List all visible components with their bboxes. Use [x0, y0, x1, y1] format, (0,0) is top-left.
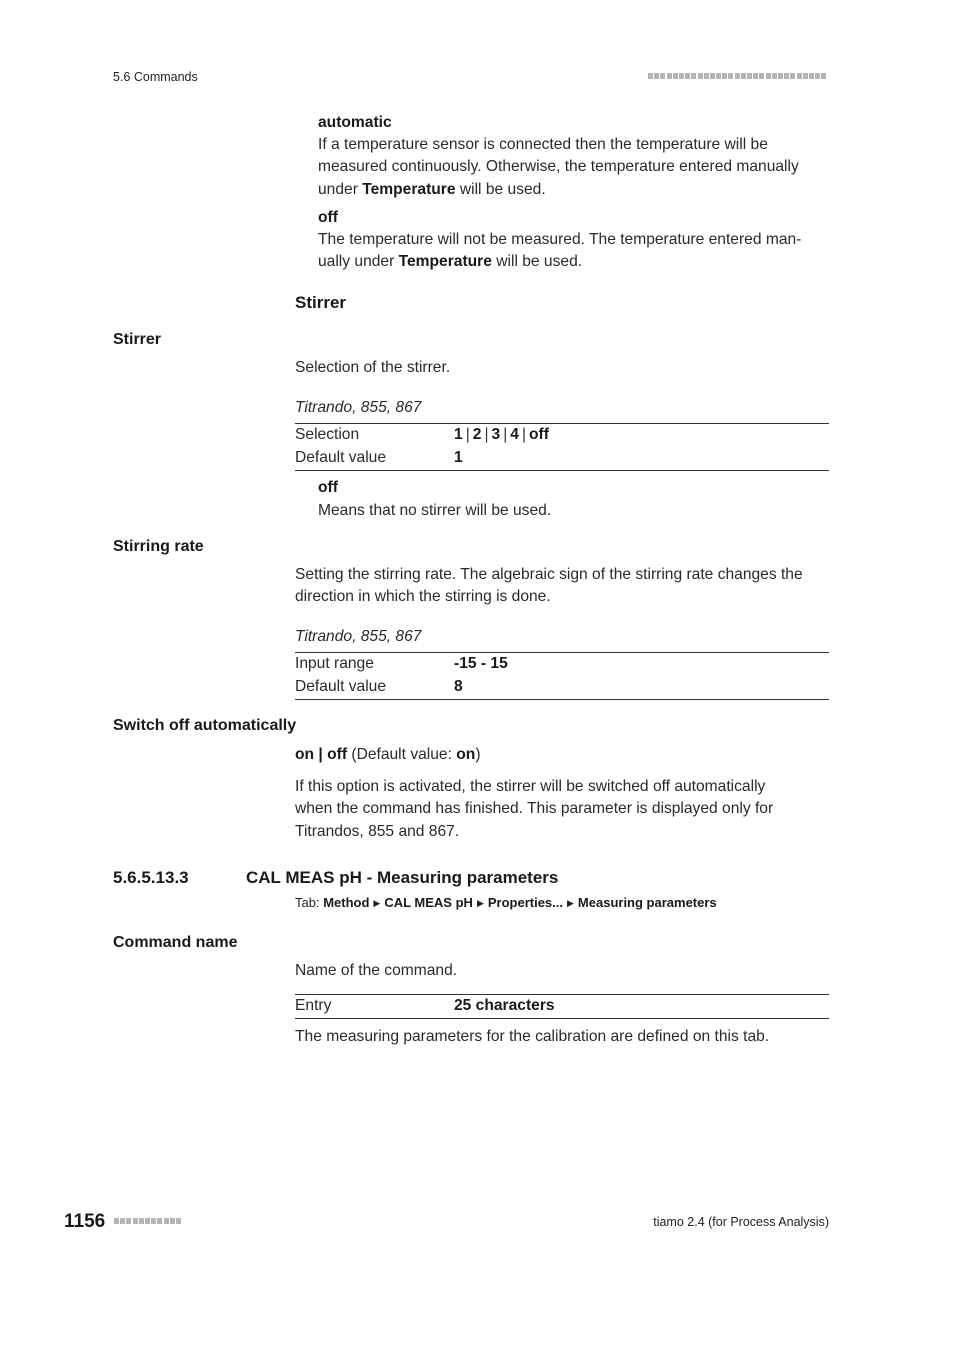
command-name-note: The measuring parameters for the calibration are defined on this tab.	[295, 1028, 770, 1045]
stirring-rate-table	[295, 652, 829, 700]
param-label-stirrer: Stirrer	[113, 331, 162, 348]
footer-product: tiamo 2.4 (for Process Analysis)	[653, 1215, 829, 1229]
table-row: Entry 25 characters	[295, 997, 555, 1014]
section-title: CAL MEAS pH - Measuring parameters	[246, 868, 559, 887]
command-name-description: Name of the command.	[295, 962, 458, 979]
group-heading-stirrer: Stirrer	[295, 293, 347, 312]
command-name-table	[295, 994, 829, 1019]
tab-path-breadcrumb: Tab: Method ▶ CAL MEAS pH ▶ Properties... ▶ Measuring parameters	[295, 895, 717, 910]
section-number: 5.6.5.13.3	[113, 868, 189, 887]
header-dots-decoration	[648, 73, 829, 80]
stirring-rate-description: Setting the stirring rate. The algebraic sign of the stirring rate changes the direction in which the stirring is done.	[295, 566, 803, 606]
param-label-stirring-rate: Stirring rate	[113, 538, 204, 555]
triangle-right-icon: ▶	[373, 898, 381, 908]
stirrer-description: Selection of the stirrer.	[295, 359, 451, 376]
triangle-right-icon: ▶	[476, 898, 484, 908]
triangle-right-icon: ▶	[567, 898, 574, 908]
param-label-switch-off: Switch off automatically	[113, 717, 297, 734]
running-header: 5.6 Commands	[113, 70, 198, 84]
stirrer-option-off-title: off	[318, 479, 338, 496]
table-row: Input range -15 - 15	[295, 655, 508, 672]
param-label-command-name: Command name	[113, 934, 238, 951]
option-off-desc: The temperature will not be measured. The temperature entered man- ually under Temperature will be used.	[318, 231, 802, 271]
footer-dots-decoration	[114, 1218, 182, 1236]
stirring-rate-device-caption: Titrando, 855, 867	[295, 628, 422, 645]
table-row: Selection 1 | 2 | 3 | 4 | off	[295, 426, 549, 443]
stirrer-table	[295, 423, 829, 471]
switch-off-values: on | off (Default value: on)	[295, 746, 481, 763]
option-off-title: off	[318, 209, 338, 226]
option-automatic-desc: If a temperature sensor is connected then the temperature will be measured continuously. Otherwise, the temperature entered manually under Temperature will be used.	[318, 136, 799, 198]
switch-off-description: If this option is activated, the stirrer will be switched off automatically when the command has finished. This parameter is displayed only for Titrandos, 855 and 867.	[295, 778, 774, 840]
option-automatic-title: automatic	[318, 114, 392, 131]
stirrer-option-off-desc: Means that no stirrer will be used.	[318, 502, 552, 519]
page-number: 1156	[64, 1211, 106, 1232]
table-row: Default value 1	[295, 449, 463, 466]
table-row: Default value 8	[295, 678, 463, 695]
stirrer-device-caption: Titrando, 855, 867	[295, 399, 422, 416]
